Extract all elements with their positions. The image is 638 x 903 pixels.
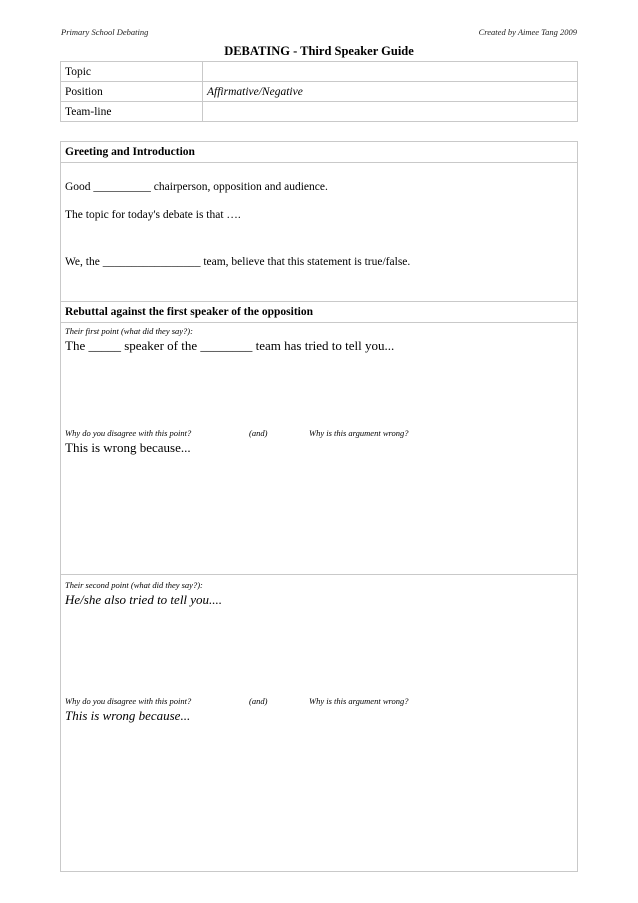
wrong-prompt-2: Why is this argument wrong? xyxy=(309,696,409,706)
team-line-value[interactable] xyxy=(203,102,578,122)
topic-value[interactable] xyxy=(203,62,578,82)
and-label-1: (and) xyxy=(249,428,268,438)
topic-label: Topic xyxy=(61,62,203,82)
wrong-prompt-1: Why is this argument wrong? xyxy=(309,428,409,438)
page-title: DEBATING - Third Speaker Guide xyxy=(224,44,414,58)
greeting-section xyxy=(60,141,578,302)
position-label: Position xyxy=(61,82,203,102)
disagree-prompt-2: Why do you disagree with this point? xyxy=(65,696,192,706)
second-point-text: He/she also tried to tell you.... xyxy=(65,592,223,607)
greeting-heading: Greeting and Introduction xyxy=(61,142,577,163)
info-table xyxy=(60,61,578,122)
disagree-prompt-1: Why do you disagree with this point? xyxy=(65,428,192,438)
info-row-topic xyxy=(61,62,578,82)
first-point-text: The _____ speaker of the ________ team has tried to tell you... xyxy=(65,338,395,353)
position-value[interactable]: Affirmative/Negative xyxy=(203,82,578,102)
header-left: Primary School Debating xyxy=(61,27,149,37)
first-point-prompt: Their first point (what did they say?): xyxy=(65,326,193,336)
wrong-text-1: This is wrong because... xyxy=(65,440,191,455)
second-point-prompt: Their second point (what did they say?): xyxy=(65,580,203,590)
greeting-line-team: We, the _________________ team, believe that this statement is true/false. xyxy=(65,256,411,268)
wrong-text-2: This is wrong because... xyxy=(65,708,191,723)
section-divider xyxy=(61,574,577,575)
rebuttal-heading: Rebuttal against the first speaker of the opposition xyxy=(61,302,577,323)
greeting-line-topic: The topic for today's debate is that …. xyxy=(65,209,241,221)
info-row-team-line xyxy=(61,102,578,122)
info-row-position xyxy=(61,82,578,102)
and-label-2: (and) xyxy=(249,696,268,706)
greeting-line-good: Good __________ chairperson, opposition and audience. xyxy=(65,181,328,193)
header-right: Created by Aimee Tang 2009 xyxy=(478,27,577,37)
rebuttal-section xyxy=(60,301,578,872)
team-line-label: Team-line xyxy=(61,102,203,122)
